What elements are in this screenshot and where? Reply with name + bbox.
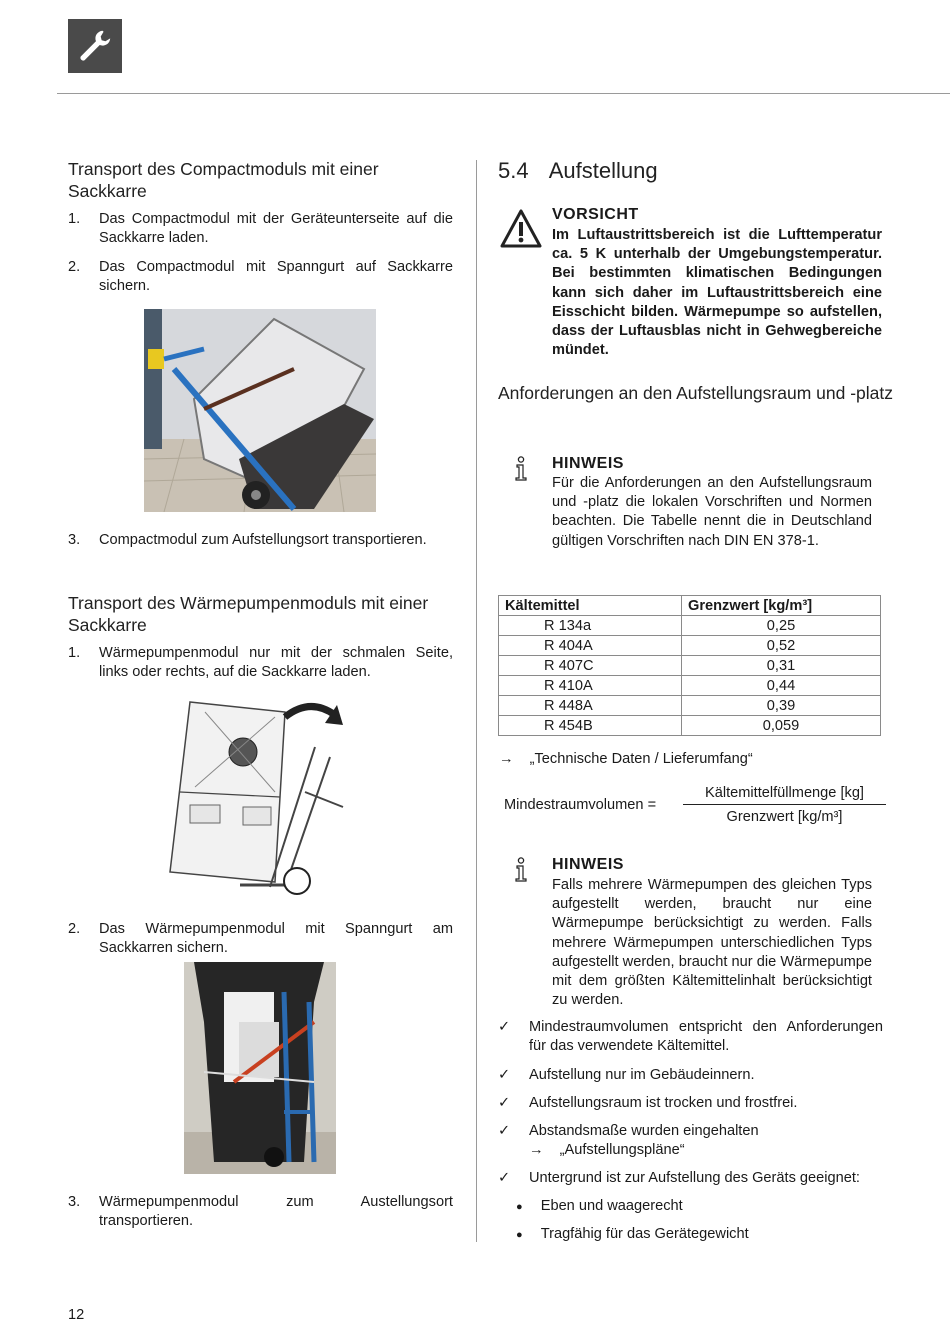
refrigerant-table xyxy=(498,595,881,736)
page-number: 12 xyxy=(68,1307,85,1323)
checkmark-icon: ✓ xyxy=(498,1019,511,1035)
list-item: 1. Das Compactmodul mit der Geräteunterseite auf die Sackkarre laden. xyxy=(68,211,453,246)
subheading-aufstellungsraum: Anforderungen an den Aufstellungsraum und -platz xyxy=(498,383,893,403)
list-item: 3. Compactmodul zum Aufstellungsort transportieren. xyxy=(68,532,427,548)
note-text: Falls mehrere Wärmepumpen des gleichen Typs aufgestellt werden, braucht nur eine Wärmepumpe berücksichtigt zu werden. Falls mehrere Wärmepumpen unterschiedlichen Typs aufgestellt werden, braucht nur die Wärmepumpe mit dem größten Kältemittelinhalt berücksichtigt zu werden. xyxy=(552,877,872,1009)
note-title: HINWEIS xyxy=(552,455,624,472)
caution-text: Im Luftaustrittsbereich ist die Lufttemperatur ca. 5 K unterhalb der Umgebungstemperatur. Bei bestimmten klimatischen Bedingungen kann sich daher im Luftaustrittsbereich eine Eisschicht bilden. Wärmepumpe so aufstellen, dass der Luftausblas nicht in Gehwegbereiche mündet. xyxy=(552,227,882,359)
wrench-logo xyxy=(68,19,122,73)
table-row: R 404A 0,52 xyxy=(499,636,881,656)
list-item: 2. Das Wärmepumpenmodul mit Spanngurt am Sackkarren sichern. xyxy=(68,921,453,956)
checkmark-icon: ✓ xyxy=(498,1170,511,1186)
table-header-row xyxy=(499,596,881,616)
bullet-icon: ● xyxy=(516,1201,523,1213)
info-icon xyxy=(513,857,529,883)
checkmark-icon: ✓ xyxy=(498,1123,511,1139)
table-header: Kältemittel xyxy=(499,596,682,616)
checkmark-icon: ✓ xyxy=(498,1095,511,1111)
checkmark-icon: ✓ xyxy=(498,1067,511,1083)
table-row: R 407C 0,31 xyxy=(499,656,881,676)
arrow-right-icon: → xyxy=(529,1142,544,1158)
table-row: R 134a 0,25 xyxy=(499,616,881,636)
list-item: 2. Das Compactmodul mit Spanngurt auf Sackkarre sichern. xyxy=(68,259,453,294)
photo-compactmodul-sackkarre xyxy=(144,309,376,512)
reference-aufstellungsplaene: → „Aufstellungspläne“ xyxy=(529,1142,685,1158)
formula-numerator: Kältemittelfüllmenge [kg] xyxy=(705,785,864,801)
section-title-compactmodul: Transport des Compactmoduls mit einer Sackkarre xyxy=(68,159,379,201)
table-header: Grenzwert [kg/m³] xyxy=(682,596,881,616)
formula-fraction-line xyxy=(683,804,886,805)
reference-technische-daten: → „Technische Daten / Lieferumfang“ xyxy=(499,751,753,767)
drawing-waermepumpenmodul-sackkarre xyxy=(165,697,345,895)
list-item: 3. Wärmepumpenmodul zum Austellungsort transportieren. xyxy=(68,1194,453,1229)
section-heading: 5.4 Aufstellung xyxy=(498,158,658,183)
list-item: 1. Wärmepumpenmodul nur mit der schmalen Seite, links oder rechts, auf die Sackkarre laden. xyxy=(68,645,453,680)
table-row: R 454B 0,059 xyxy=(499,716,881,736)
section-title-waermepumpenmodul: Transport des Wärmepumpenmoduls mit einer Sackkarre xyxy=(68,593,429,635)
header-rule xyxy=(57,93,950,94)
formula-lhs: Mindestraumvolumen = xyxy=(504,797,657,813)
caution-title: VORSICHT xyxy=(552,206,639,223)
bullet-item: ● Tragfähig für das Gerätegewicht xyxy=(516,1226,749,1242)
bullet-icon: ● xyxy=(516,1229,523,1241)
warning-triangle-icon xyxy=(500,208,542,250)
info-icon xyxy=(513,456,529,482)
formula-denominator: Grenzwert [kg/m³] xyxy=(726,809,843,825)
note-text: Für die Anforderungen an den Aufstellungsraum und -platz die lokalen Vorschriften und Normen beachten. Die Tabelle nennt die in Deutschland gültigen Vorschriften nach DIN EN 378-1. xyxy=(552,475,872,549)
column-divider xyxy=(476,160,477,1242)
wrench-icon xyxy=(76,27,114,65)
arrow-right-icon: → xyxy=(499,751,514,767)
photo-waermepumpenmodul-sackkarre xyxy=(184,962,336,1174)
table-row: R 410A 0,44 xyxy=(499,676,881,696)
note-title: HINWEIS xyxy=(552,856,624,873)
bullet-item: ● Eben und waagerecht xyxy=(516,1198,683,1214)
table-row: R 448A 0,39 xyxy=(499,696,881,716)
